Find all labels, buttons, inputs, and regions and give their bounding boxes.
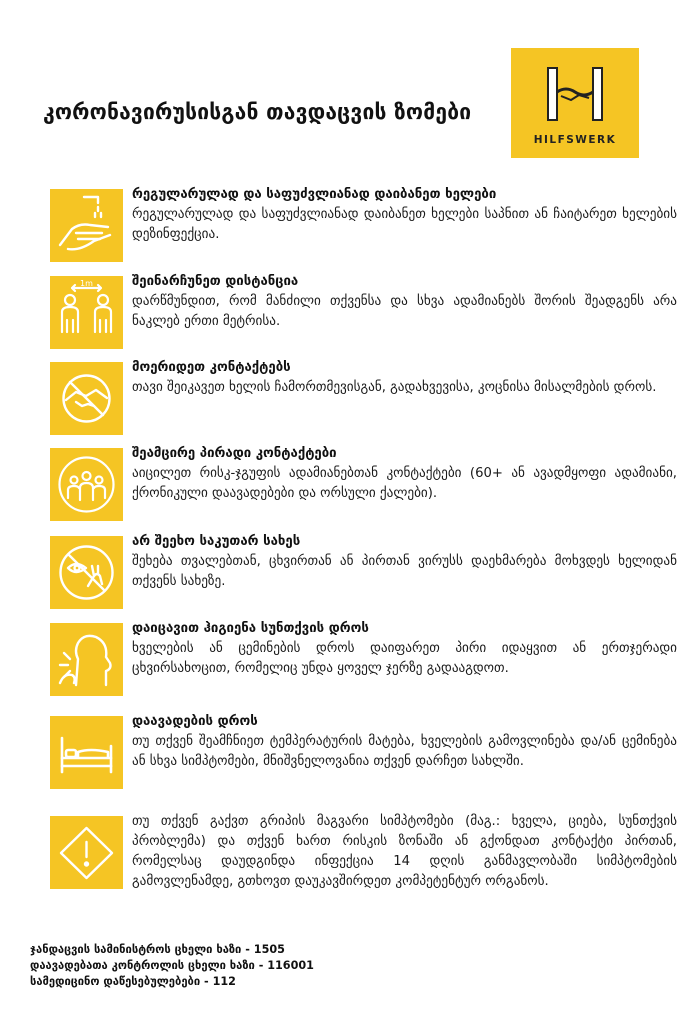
item-description: რეგულარულად და საფუძვლიანად დაიბანეთ ხელები საპნით ან ჩაიტარეთ ხელების დეზინფექცია. bbox=[132, 207, 677, 242]
item-title: დაიცავით ჰიგიენა სუნთქვის დროს bbox=[132, 621, 369, 636]
hotlines bbox=[30, 942, 314, 990]
bed-icon bbox=[50, 716, 123, 789]
item-description: აიცილეთ რისკ-ჯგუფის ადამიანებთან კონტაქტები (60+ ან ავადმყოფი ადამიანი, ქრონიკული დაავადებები და ორსული ქალები). bbox=[132, 466, 677, 501]
item-title: შეინარჩუნეთ დისტანცია bbox=[132, 274, 299, 289]
handwashing-icon bbox=[50, 189, 123, 262]
hotline-medical: სამედიცინო დაწესებულებები - 112 bbox=[30, 975, 236, 988]
warning-icon bbox=[50, 816, 123, 889]
item-description: დარწმუნდით, რომ მანძილი თქვენსა და სხვა ადამიანებს შორის შეადგენს არა ნაკლებ ერთი მეტრისა. bbox=[132, 294, 677, 329]
item-description: ხველების ან ცემინების დროს დაიფარეთ პირი იდაყვით ან ერთჯერადი ცხვირსახოცით, რომელიც უნდა ყოველ ჯერზე გადააგდოთ. bbox=[132, 641, 677, 676]
item-title: შეამცირე პირადი კონტაქტები bbox=[132, 446, 337, 461]
no-handshake-icon bbox=[50, 362, 123, 435]
item-title: მოერიდეთ კონტაქტებს bbox=[132, 360, 291, 375]
distance-icon bbox=[50, 276, 123, 349]
logo-text: HILFSWERK bbox=[533, 134, 617, 146]
hotline-ministry: ჯანდაცვის სამინისტროს ცხელი ხაზი - 1505 bbox=[30, 943, 285, 956]
item-title: რეგულარულად და საფუძვლიანად დაიბანეთ ხელები bbox=[132, 187, 497, 202]
item-description: თავი შეიკავეთ ხელის ჩამორთმევისგან, გადახვევისა, კოცნისა მისალმების დროს. bbox=[132, 380, 657, 395]
item-title: დაავადების დროს bbox=[132, 714, 258, 729]
no-face-touch-icon bbox=[50, 536, 123, 609]
hotline-disease-control: დაავადებათა კონტროლის ცხელი ხაზი - 116001 bbox=[30, 959, 314, 972]
hilfswerk-logo bbox=[511, 48, 639, 158]
item-description: თუ თქვენ შეამჩნიეთ ტემპერატურის მატება, ხველების გამოვლინება და/ან ცემინება ან სხვა სიმპტომები, მნიშვნელოვანია თქვენ დარჩეთ სახლში. bbox=[132, 734, 677, 769]
distance-label: 1m bbox=[80, 279, 93, 288]
group-icon bbox=[50, 448, 123, 521]
logo-h-mark-icon bbox=[511, 48, 639, 138]
item-title: არ შეეხო საკუთარ სახეს bbox=[132, 534, 301, 549]
sneeze-icon bbox=[50, 623, 123, 696]
page-title: კორონავირუსისგან თავდაცვის ზომები bbox=[43, 100, 472, 124]
item-description: თუ თქვენ გაქვთ გრიპის მაგვარი სიმპტომები (მაგ.: ხველა, ციება, სუნთქვის პრობლემა) და თქვენ ხართ რისკის ზონაში ან გქონდათ კონტაქტი პირთან, რომელსაც დაუდგინდა ინფექცია 14 დღის განმავლობაში სიმპტომების გამოვლენამდე, გთხოვთ დაუკავშირდეთ კომპეტენტურ ორგანოს. bbox=[132, 814, 677, 889]
item-description: შეხება თვალებთან, ცხვირთან ან პირთან ვირუსს დაეხმარება მოხვდეს ხელიდან თქვენს სახეზე. bbox=[132, 554, 677, 589]
